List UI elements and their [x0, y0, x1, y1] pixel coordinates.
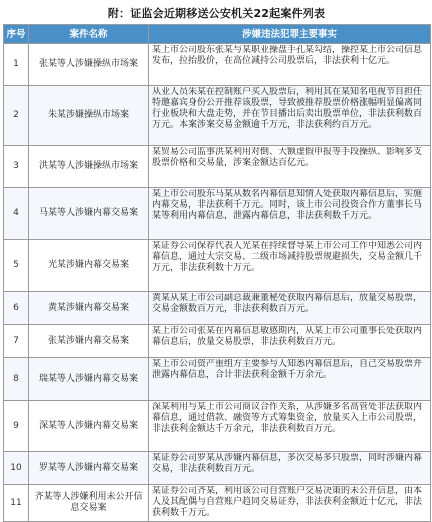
- case-facts: [149, 292, 431, 325]
- case-facts-text: 某证券公司罗某从涉嫌内幕信息，多次交易多只股票，同时涉嫌内幕交易，非法获利数百万元。: [152, 453, 423, 474]
- header-no: 序号: [4, 25, 29, 44]
- case-facts: [149, 401, 431, 452]
- row-number: 11: [4, 485, 29, 522]
- case-name: 黄某涉嫌内幕交易案: [29, 292, 149, 325]
- table-row: [4, 188, 431, 240]
- table-row: [4, 292, 431, 325]
- table-row: [4, 146, 431, 188]
- case-facts: [149, 146, 431, 188]
- table-row: [4, 240, 431, 292]
- case-facts: [149, 358, 431, 401]
- case-facts: [149, 485, 431, 522]
- header-case-name: 案件名称: [29, 25, 149, 44]
- row-number: 1: [4, 44, 29, 86]
- row-number: 2: [4, 86, 29, 146]
- row-number: 6: [4, 292, 29, 325]
- row-number: 3: [4, 146, 29, 188]
- case-facts-text: 某上市公司股东张某与某职业操盘手孔某勾结，操控某上市公司信息发布，拉抬股价，在高位减持公司股票后，非法获利十亿元。: [152, 45, 423, 66]
- table-header-row: [4, 25, 431, 44]
- case-name: 马某等人涉嫌内幕交易案: [29, 188, 149, 240]
- table-row: [4, 485, 431, 522]
- table-row: [4, 358, 431, 401]
- case-facts-text: 某上市公司股东马某从数名内幕信息知情人处获取内幕信息后，实施内幕交易，非法获利千万元。同时，该上市公司投资合作方董事长马某等利用内幕信息，泄露内幕信息，非法获利数千万元。: [152, 189, 423, 221]
- case-facts: [149, 44, 431, 86]
- case-name: 罗某等人涉嫌内幕交易案: [29, 452, 149, 485]
- case-facts: [149, 325, 431, 358]
- row-number: 9: [4, 401, 29, 452]
- case-facts-text: 某证券公司保荐代表人光某在持续督导某上市公司工作中知悉公司内幕信息，通过大宗交易、二级市场减持股票规避损失，交易金额几千万元，非法获利数十万元。: [152, 241, 423, 273]
- table-row: [4, 401, 431, 452]
- table-row: [4, 452, 431, 485]
- header-facts: 涉嫌违法犯罪主要事实: [149, 25, 431, 44]
- case-facts-text: 某上市公司张某在内幕信息敏感期内，从某上市公司董事长处获取内幕信息后，放量交易股票，非法获利数百万元。: [152, 326, 423, 347]
- case-facts-text: 黄某从某上市公司副总裁兼董秘处获取内幕信息后，放量交易股票，交易金额数百万元，非法获利数百万元。: [152, 293, 423, 314]
- case-name: 张某等人涉嫌操纵市场案: [29, 44, 149, 86]
- row-number: 4: [4, 188, 29, 240]
- case-name: 瑞某等人涉嫌内幕交易案: [29, 358, 149, 401]
- case-name: 朱某涉嫌操纵市场案: [29, 86, 149, 146]
- case-facts-text: 从业人员朱某在控制账户买入股票后，利用其在某知名电视节目担任特邀嘉宾身份公开推荐该股票，导致被推荐股票价格涨幅明显偏离同行业板块和大盘走势，并在节目播出后卖出股票单位，非法获利数百万元。本案涉案交易金额逾千万元，非法获利约百万元。: [152, 87, 423, 130]
- table-row: [4, 86, 431, 146]
- case-name: 张某涉嫌内幕交易案: [29, 325, 149, 358]
- case-facts: [149, 240, 431, 292]
- row-number: 8: [4, 358, 29, 401]
- case-facts: [149, 86, 431, 146]
- case-facts: [149, 188, 431, 240]
- case-name: 深某等人涉嫌内幕交易案: [29, 401, 149, 452]
- case-name: 齐某等人涉嫌利用未公开信息交易案: [29, 485, 149, 522]
- case-facts-text: 深某利用与某上市公司商议合作关系，从涉嫌多名高管处非法获取内幕信息，通过借款、融资等方式筹集资金，放量买入上市公司股票，非法获利金额达千万余元，非法获利数百万元。: [152, 402, 423, 434]
- row-number: 7: [4, 325, 29, 358]
- row-number: 5: [4, 240, 29, 292]
- case-name: 洪某等人涉嫌操纵市场案: [29, 146, 149, 188]
- case-facts-text: 某贸易公司监事洪某利用对倒、大额虚假申报等手段操纵、影响多支股票价格和交易量，涉案金额达百亿元。: [152, 147, 423, 168]
- case-name: 光某涉嫌内幕交易案: [29, 240, 149, 292]
- row-number: 10: [4, 452, 29, 485]
- table-row: [4, 325, 431, 358]
- case-facts: [149, 452, 431, 485]
- case-facts-text: 某上市公司资产重组方主要参与人知悉内幕信息后，自己交易股票并泄露内幕信息，合计非法获利金额千万余元。: [152, 359, 423, 380]
- case-facts-text: 某证券公司齐某，利用该公司自营账户交易决策的未公开信息，由本人及其配偶与自营账户趋同交易证券，非法获利金额近十亿元，非法获利数千万元。: [152, 486, 423, 518]
- table-row: [4, 44, 431, 86]
- cases-table: [3, 24, 431, 522]
- document-title: 附：证监会近期移送公安机关22起案件列表: [107, 7, 326, 20]
